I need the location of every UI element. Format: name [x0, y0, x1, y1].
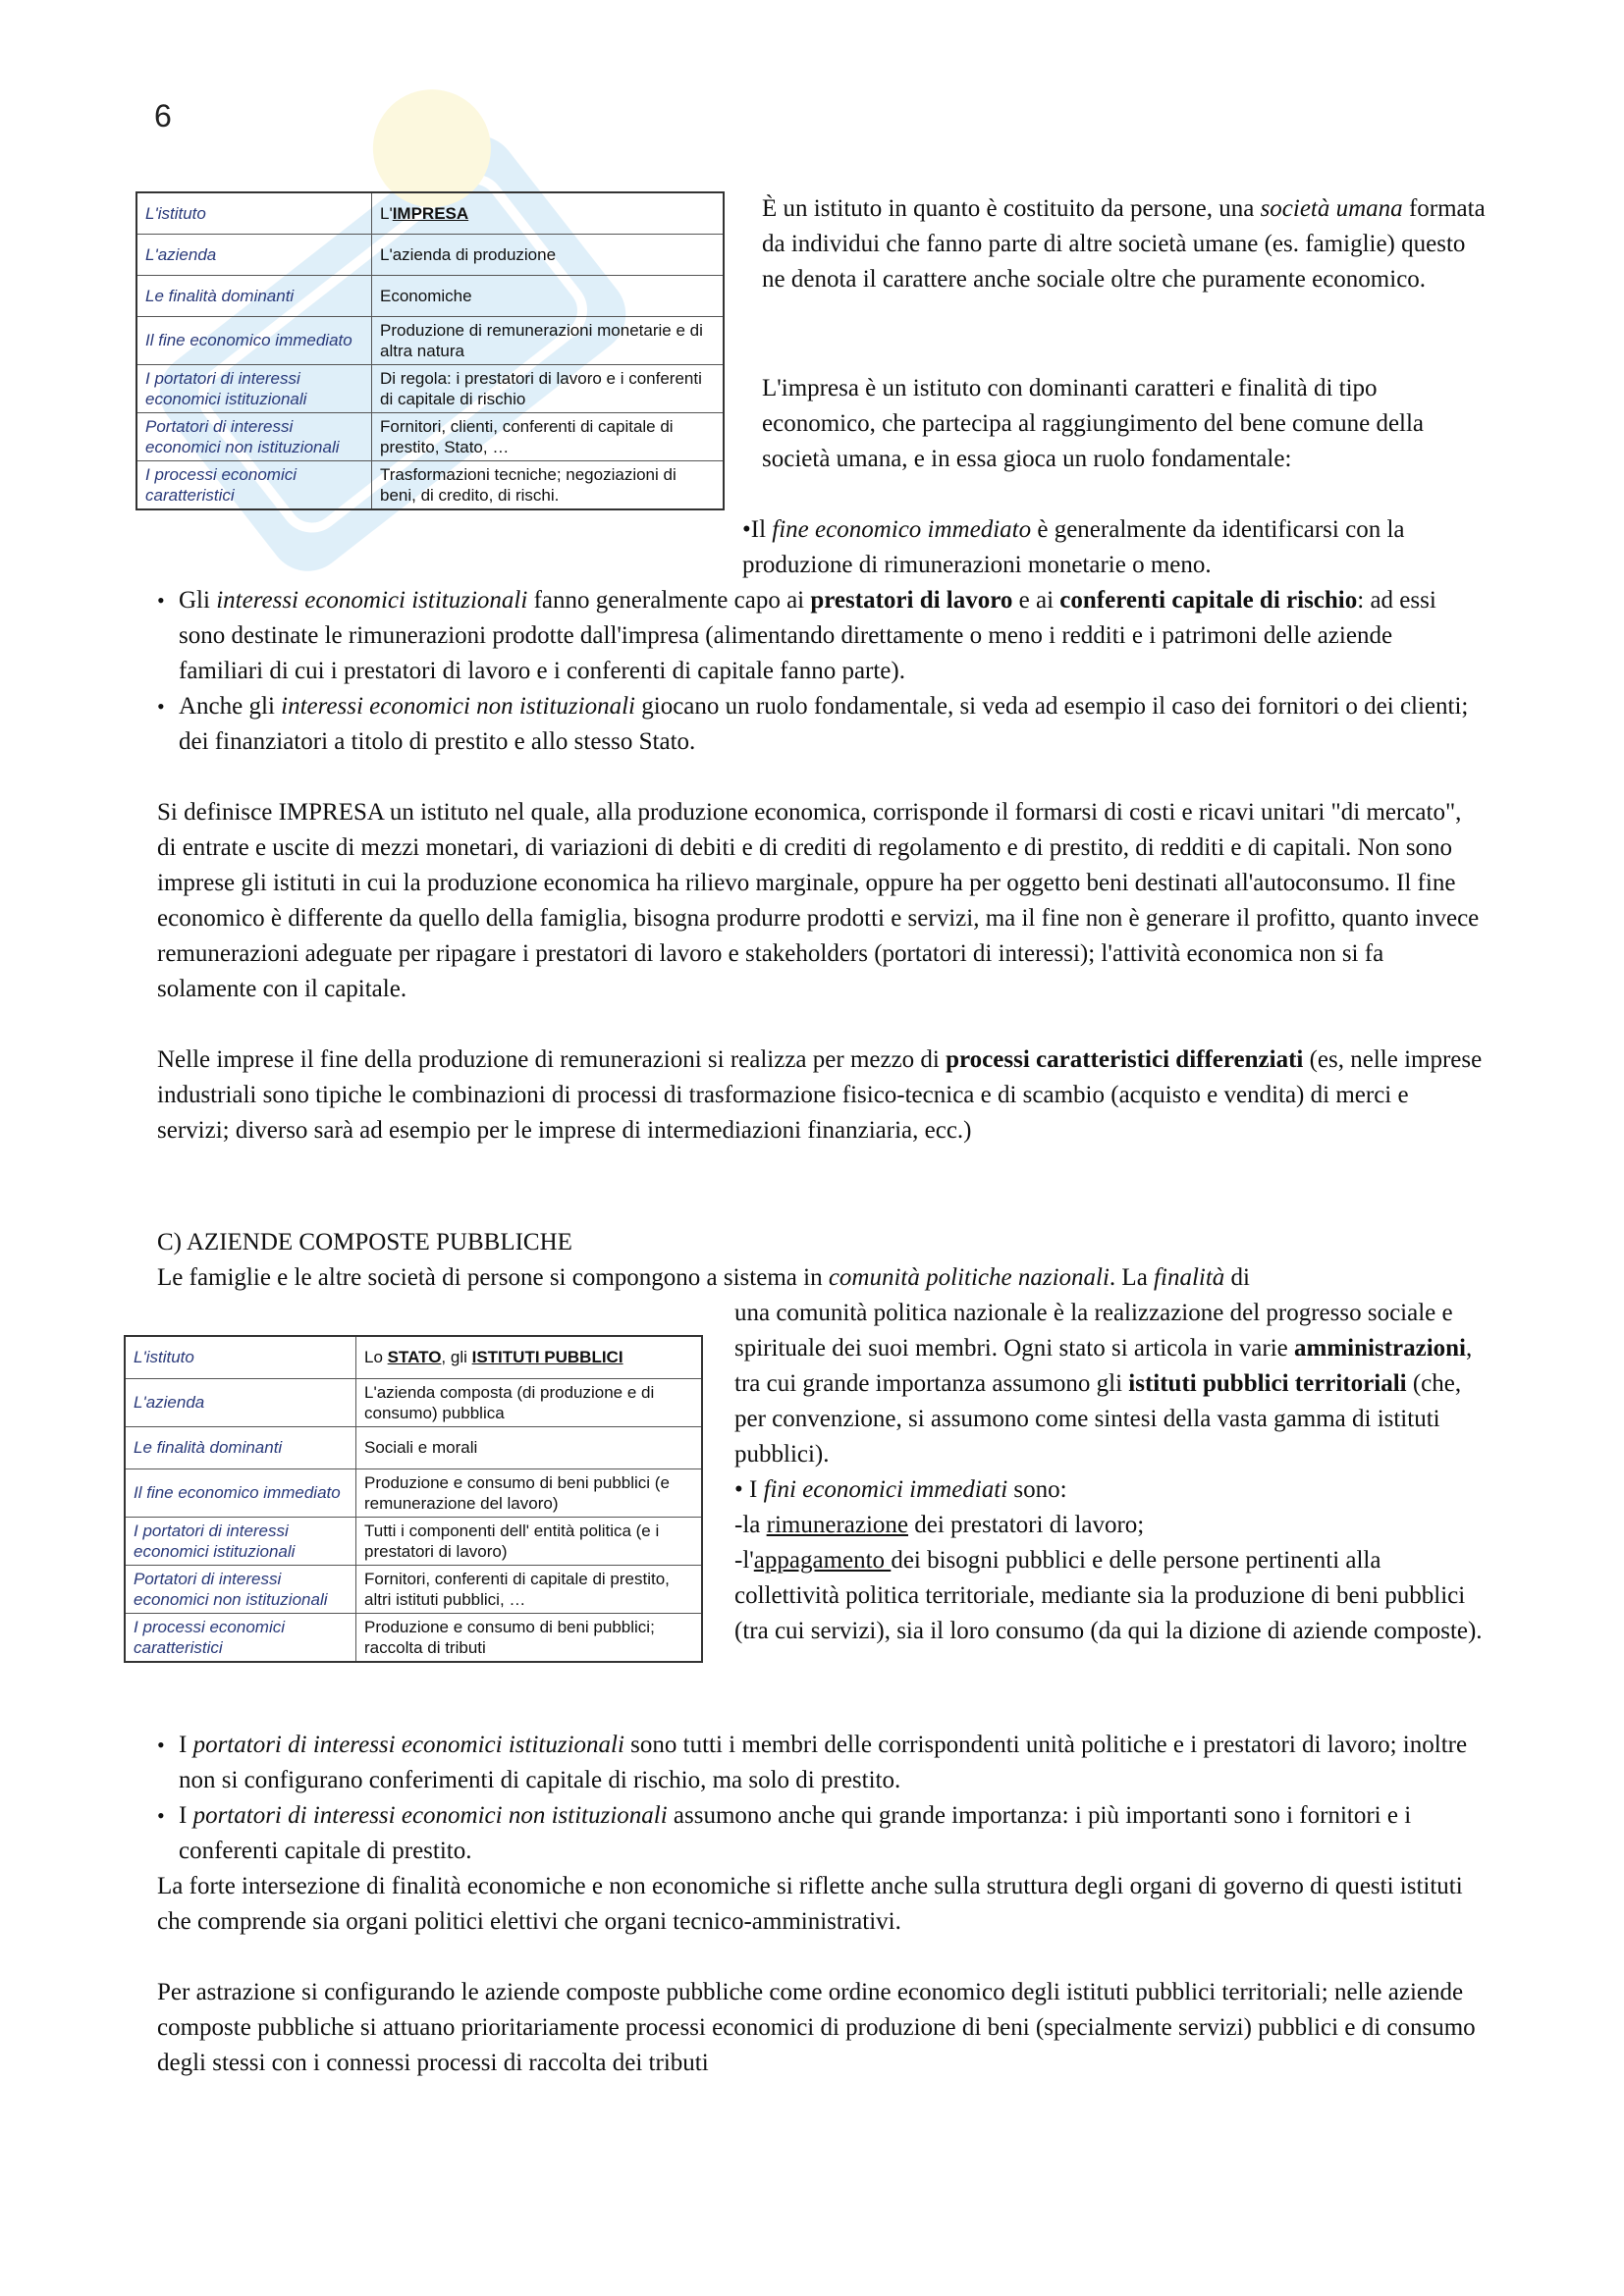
section-c-title: C) AZIENDE COMPOSTE PUBBLICHE: [157, 1229, 572, 1255]
table-row: [125, 1468, 702, 1517]
list-item: • Gli interessi economici istituzionali fanno generalmente capo ai prestatori di lavoro e ai conferenti capitale di rischio: ad essi sono destinate le rimunerazioni prodotte dall'impresa (alimentando direttamente o meno i redditi e i patrimoni delle aziende familiari di cui i prestatori di lavoro e i conferenti di capitale fanno parte).: [157, 583, 1483, 689]
table-value: Fornitori, conferenti di capitale di prestito, altri istituti pubblici, …: [356, 1565, 703, 1613]
impresa-summary-table: [135, 191, 725, 510]
para-comunita: una comunità politica nazionale è la realizzazione del progresso sociale e spirituale dei suoi membri. Ogni stato si articola in varie amministrazioni, tra cui grande importanza assumono gli istituti pubblici territoriali (che, per convenzione, si assumono come sintesi della vasta gamma di istituti pubblici). • I fini economici immediati sono: -la rimunerazione dei prestatori di lavoro; -l'appagamento dei bisogni pubblici e delle persone pertinenti alla collettività politica territoriale, mediante sia la produzione di beni pubblici (tra cui servizi), sia il loro consumo (da qui la dizione di aziende composte).: [734, 1300, 1483, 1644]
table-row: [125, 1613, 702, 1662]
bullet-list-portatori: [157, 1728, 1483, 1869]
para-definizione: Si definisce IMPRESA un istituto nel quale, alla produzione economica, corrisponde il formarsi di costi e ricavi unitari "di mercato", di entrate e uscite di mezzi monetari, di variazioni di debiti e di crediti di regolamento e di prestito, di redditi e di capitali. Non sono imprese gli istituti in cui la produzione economica ha rilievo marginale, oppure ha per oggetto beni destinati all'autoconsumo. Il fine economico è differente da quello della famiglia, bisogna produrre prodotti e servizi, ma il fine non è generare il profitto, quanto invece remunerazioni adeguate per ripagare i prestatori di lavoro e stakeholders (portatori di interessi); l'attività economica non si fa solamente con il capitale.: [157, 799, 1480, 1002]
table-row: [125, 1565, 702, 1613]
para-impresa: L'impresa è un istituto con dominanti caratteri e finalità di tipo economico, che partecipa al raggiungimento del bene comune della società umana, e in essa gioca un ruolo fondamentale:: [762, 375, 1425, 472]
table-row: [136, 234, 724, 275]
table-key: I portatori di interessi economici istituzionali: [125, 1517, 356, 1565]
table-key: Il fine economico immediato: [125, 1468, 356, 1517]
table-value: Di regola: i prestatori di lavoro e i conferenti di capitale di rischio: [372, 364, 725, 412]
para-intersezione: La forte intersezione di finalità economiche e non economiche si riflette anche sulla struttura degli organi di governo di questi istituti che comprende sia organi politici elettivi che organi tecnico-amministrativi.: [157, 1873, 1463, 1935]
table-row: [136, 364, 724, 412]
table-value: Fornitori, clienti, conferenti di capitale di prestito, Stato, …: [372, 412, 725, 460]
table-value: Produzione di remunerazioni monetarie e di altra natura: [372, 316, 725, 364]
table-value: Sociali e morali: [356, 1426, 703, 1468]
para-fine-economico: •Il fine economico immediato è generalmente da identificarsi con la produzione di rimunerazioni monetarie o meno.: [742, 516, 1405, 578]
para-astrazione: Per astrazione si configurando le aziende composte pubbliche come ordine economico degli istituti pubblici territoriali; nelle aziende composte pubbliche si attuano prioritariamente processi economici di produzione di beni (specialmente servizi) pubblici e di consumo degli stessi con i connessi processi di raccolta dei tributi: [157, 1979, 1476, 2076]
table-value: Tutti i componenti dell' entità politica (e i prestatori di lavoro): [356, 1517, 703, 1565]
table-row: [125, 1336, 702, 1378]
table-value: L'azienda composta (di produzione e di consumo) pubblica: [356, 1378, 703, 1426]
table-row: [125, 1517, 702, 1565]
stato-summary-table: [124, 1335, 703, 1663]
table-row: [136, 275, 724, 316]
page-number: 6: [154, 98, 172, 133]
section-c-intro: Le famiglie e le altre società di persone si compongono a sistema in comunità politiche nazionali. La finalità di: [157, 1264, 1250, 1291]
para-processi: Nelle imprese il fine della produzione di remunerazioni si realizza per mezzo di processi caratteristici differenziati (es, nelle imprese industriali sono tipiche le combinazioni di processi di trasformazione fisico-tecnica e di scambio (acquisto e vendita) di merci e servizi; diverso sarà ad esempio per le imprese di intermediazioni finanziaria, ecc.): [157, 1046, 1483, 1144]
table-row: [136, 192, 724, 234]
table-key: I portatori di interessi economici istituzionali: [136, 364, 372, 412]
list-item: • I portatori di interessi economici non istituzionali assumono anche qui grande importanza: i più importanti sono i fornitori e i conferenti capitale di prestito.: [157, 1798, 1483, 1869]
table-row: [136, 316, 724, 364]
table-key: L'istituto: [136, 192, 372, 234]
table-value: Trasformazioni tecniche; negoziazioni di beni, di credito, di rischi.: [372, 460, 725, 509]
table-row: [136, 460, 724, 509]
list-item: • I portatori di interessi economici istituzionali sono tutti i membri delle corrispondenti unità politiche e i prestatori di lavoro; inoltre non si configurano conferimenti di capitale di rischio, ma solo di prestito.: [157, 1728, 1483, 1798]
table-key: L'azienda: [136, 234, 372, 275]
table-key: I processi economici caratteristici: [136, 460, 372, 509]
bullet-list-interessi: [157, 583, 1483, 760]
table-header-value: L'IMPRESA: [372, 192, 725, 234]
para-istituto: È un istituto in quanto è costituito da persone, una società umana formata da individui che fanno parte di altre società umane (es. famiglie) questo ne denota il carattere anche sociale oltre che puramente economico.: [762, 195, 1486, 293]
table-header-value: Lo STATO, gli ISTITUTI PUBBLICI: [356, 1336, 703, 1378]
table-key: I processi economici caratteristici: [125, 1613, 356, 1662]
list-item: • Anche gli interessi economici non istituzionali giocano un ruolo fondamentale, si veda ad esempio il caso dei fornitori o dei clienti; dei finanziatori a titolo di prestito e allo stesso Stato.: [157, 689, 1483, 760]
table-value: Produzione e consumo di beni pubblici (e remunerazione del lavoro): [356, 1468, 703, 1517]
table-value: L'azienda di produzione: [372, 234, 725, 275]
table-row: [136, 412, 724, 460]
table-key: Le finalità dominanti: [136, 275, 372, 316]
table-key: Il fine economico immediato: [136, 316, 372, 364]
table-row: [125, 1378, 702, 1426]
table-key: L'azienda: [125, 1378, 356, 1426]
table-key: L'istituto: [125, 1336, 356, 1378]
table-key: Le finalità dominanti: [125, 1426, 356, 1468]
table-key: Portatori di interessi economici non istituzionali: [136, 412, 372, 460]
table-value: Produzione e consumo di beni pubblici; raccolta di tributi: [356, 1613, 703, 1662]
table-row: [125, 1426, 702, 1468]
table-value: Economiche: [372, 275, 725, 316]
table-key: Portatori di interessi economici non istituzionali: [125, 1565, 356, 1613]
